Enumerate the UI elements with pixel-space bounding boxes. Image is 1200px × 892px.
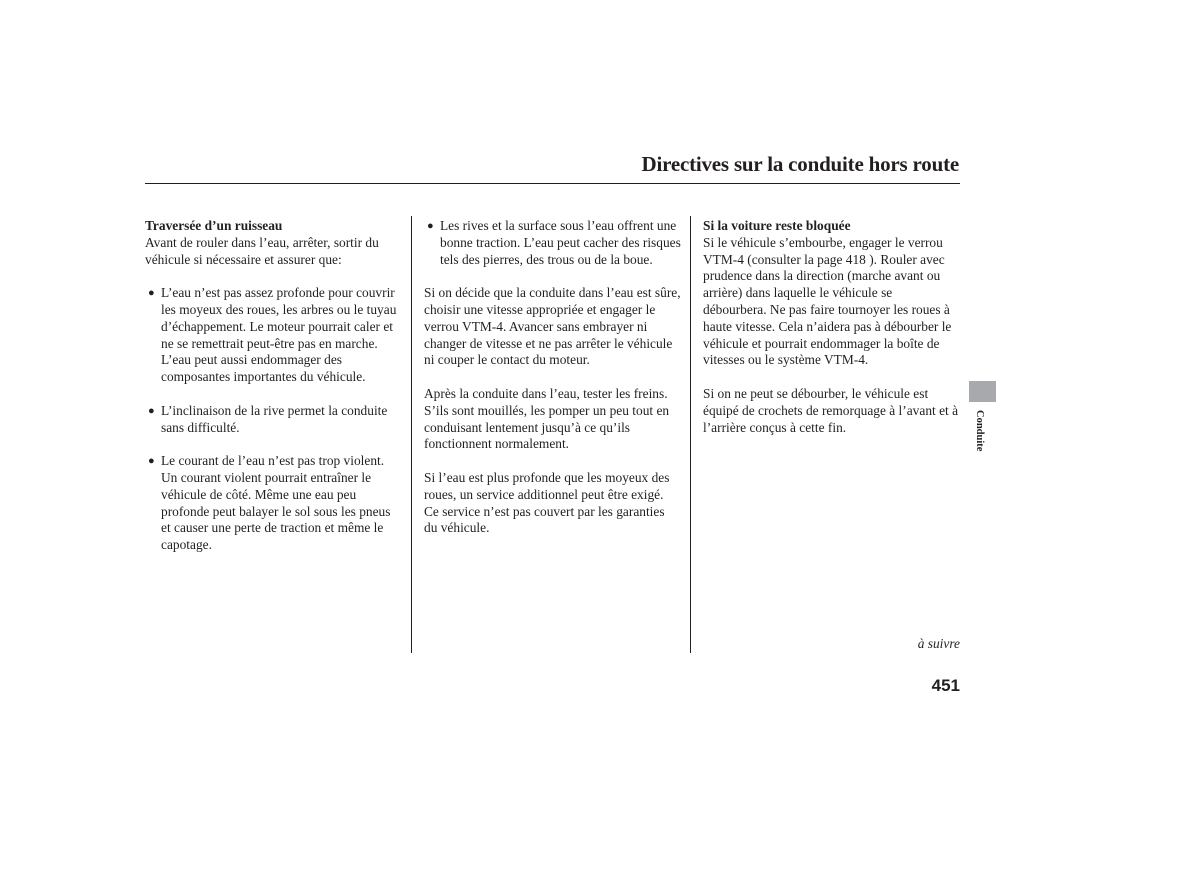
bullet-item [145,285,400,386]
column-right [703,218,959,436]
chapter-tab-label: Conduite [974,410,985,452]
bullet-text: Les rives et la surface sous l’eau offrent une bonne traction. L’eau peut cacher des risques tels des pierres, des trous ou de la boue. [440,218,681,267]
column-divider [411,216,412,653]
section-heading-stream-crossing: Traversée d’un ruisseau [145,218,283,233]
intro-paragraph: Avant de rouler dans l’eau, arrêter, sortir du véhicule si nécessaire et assurer que: [145,234,379,267]
bullet-icon: ● [148,287,155,300]
bullet-item [145,453,400,554]
bullet-item [145,403,400,437]
section-heading-stuck-vehicle: Si la voiture reste bloquée [703,218,851,233]
bullet-text: Le courant de l’eau n’est pas trop violent. Un courant violent pourrait entraîner le véhicule de côté. Même une eau peu profonde peut balayer le sol sous les pneus et causer une perte de traction et même le capotage. [161,453,391,553]
header-rule [145,183,960,184]
column-middle [424,218,681,537]
bullet-icon: ● [427,220,434,232]
bullet-text: L’eau n’est pas assez profonde pour couvrir les moyeux des roues, les arbres ou le tuyau d’échappement. Le moteur pourrait caler et ne se remettrait peut-être pas en marche. L’eau peut aussi endommager des composantes importantes du véhicule. [161,285,397,385]
body-paragraph: Si l’eau est plus profonde que les moyeux des roues, un service additionnel peut être exigé. Ce service n’est pas couvert par les garanties du véhicule. [424,469,670,536]
bullet-text: L’inclinaison de la rive permet la conduite sans difficulté. [161,402,388,435]
body-paragraph: Après la conduite dans l’eau, tester les freins. S’ils sont mouillés, les pomper un peu tout en conduisant lentement jusqu’à ce qu’ils fonctionnent normalement. [424,385,670,452]
bullet-icon: ● [148,455,155,468]
page-number: 451 [931,676,960,695]
body-paragraph: Si on ne peut se débourber, le véhicule est équipé de crochets de remorquage à l’avant et à l’arrière conçus à cette fin. [703,385,959,435]
body-paragraph: Si le véhicule s’embourbe, engager le verrou VTM-4 (consulter la page 418 ). Rouler avec prudence dans la direction (marche avant ou arrière) dans laquelle le véhicule se débourbera. Ne pas faire tournoyer les roues à haute vitesse. Cela n’aidera pas à débourber le véhicule et pourrait endommager la boîte de vitesses ou le système VTM-4. [703,234,952,368]
bullet-item [424,218,681,268]
body-paragraph: Si on décide que la conduite dans l’eau est sûre, choisir une vitesse appropriée et engager le verrou VTM-4. Avancer sans embrayer ni changer de vitesse et ne pas arrêter le véhicule ni couper le contact du moteur. [424,285,681,368]
column-left [145,218,400,554]
chapter-tab-marker [969,381,996,402]
bullet-icon: ● [148,404,155,417]
page-title: Directives sur la conduite hors route [641,152,959,176]
column-divider [690,216,691,653]
continued-note: à suivre [917,636,960,651]
